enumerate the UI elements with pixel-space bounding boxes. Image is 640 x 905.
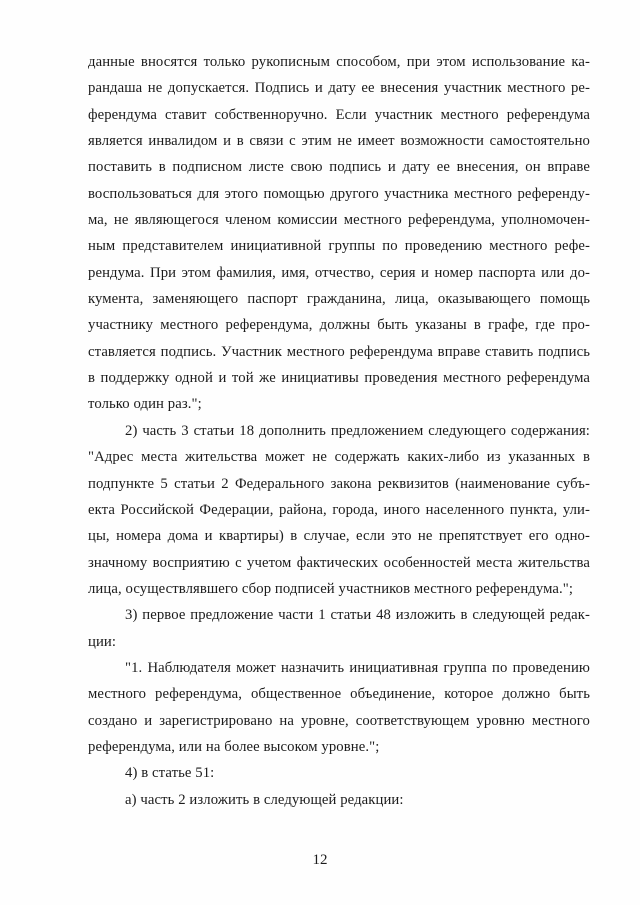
text-line: "1. Наблюдателя может назначить инициативная группа по проведению — [125, 659, 590, 676]
text-line: рендума. При этом фамилия, имя, отчество, серия и номер паспорта или до- — [88, 264, 590, 281]
text-line: является инвалидом и в связи с этим не имеет возможности самостоятельно — [88, 133, 590, 150]
text-line: ма, не являющегося членом комиссии местного референдума, уполномочен- — [88, 212, 590, 229]
text-line: ферендума ставит собственноручно. Если участник местного референдума — [88, 106, 590, 123]
text-line: воспользоваться для этого помощью другого участника местного референду- — [88, 185, 590, 202]
text-line: создано и зарегистрировано на уровне, соответствующем уровню местного — [88, 712, 590, 729]
text-line: только один раз."; — [88, 396, 202, 413]
text-line: 4) в статье 51: — [125, 765, 215, 782]
text-line: поставить в подписном листе свою подпись и дату ее внесения, он вправе — [88, 159, 590, 176]
text-line: данные вносятся только рукописным способом, при этом использование ка- — [88, 54, 590, 70]
page-number: 12 — [312, 852, 328, 868]
text-line: ставляется подпись. Участник местного референдума вправе ставить подпись — [88, 343, 590, 360]
text-line: значному восприятию с учетом фактических особенностей места жительства — [88, 554, 590, 571]
text-line: в поддержку одной и той же инициативы проведения местного референдума — [88, 370, 590, 387]
document-body — [88, 49, 590, 813]
text-line: местного референдума, общественное объединение, которое должно быть — [88, 686, 590, 703]
text-line: цы, номера дома и квартиры) в случае, если это не препятствует его одно- — [88, 528, 590, 545]
text-line: подпункте 5 статьи 2 Федерального закона реквизитов (наименование субъ- — [88, 475, 590, 492]
text-line: кумента, заменяющего паспорт гражданина, лица, оказывающего помощь — [88, 291, 590, 308]
text-line: а) часть 2 изложить в следующей редакции: — [125, 791, 404, 808]
text-line: участнику местного референдума, должны быть указаны в графе, где про- — [88, 317, 590, 334]
text-line: референдума, или на более высоком уровне."; — [88, 738, 380, 755]
text-line: лица, осуществлявшего сбор подписей участников местного референдума."; — [88, 580, 574, 597]
text-line: 2) часть 3 статьи 18 дополнить предложением следующего содержания: — [125, 422, 590, 439]
text-line: ным представителем инициативной группы по проведению местного рефе- — [88, 238, 590, 255]
text-line: екта Российской Федерации, района, города, иного населенного пункта, ули- — [88, 501, 590, 518]
text-line: рандаша не допускается. Подпись и дату ее внесения участник местного ре- — [88, 80, 590, 97]
text-line: ции: — [88, 633, 117, 650]
text-line: "Адрес места жительства может не содержать каких-либо из указанных в — [88, 449, 590, 466]
text-line: 3) первое предложение части 1 статьи 48 изложить в следующей редак- — [125, 607, 590, 624]
